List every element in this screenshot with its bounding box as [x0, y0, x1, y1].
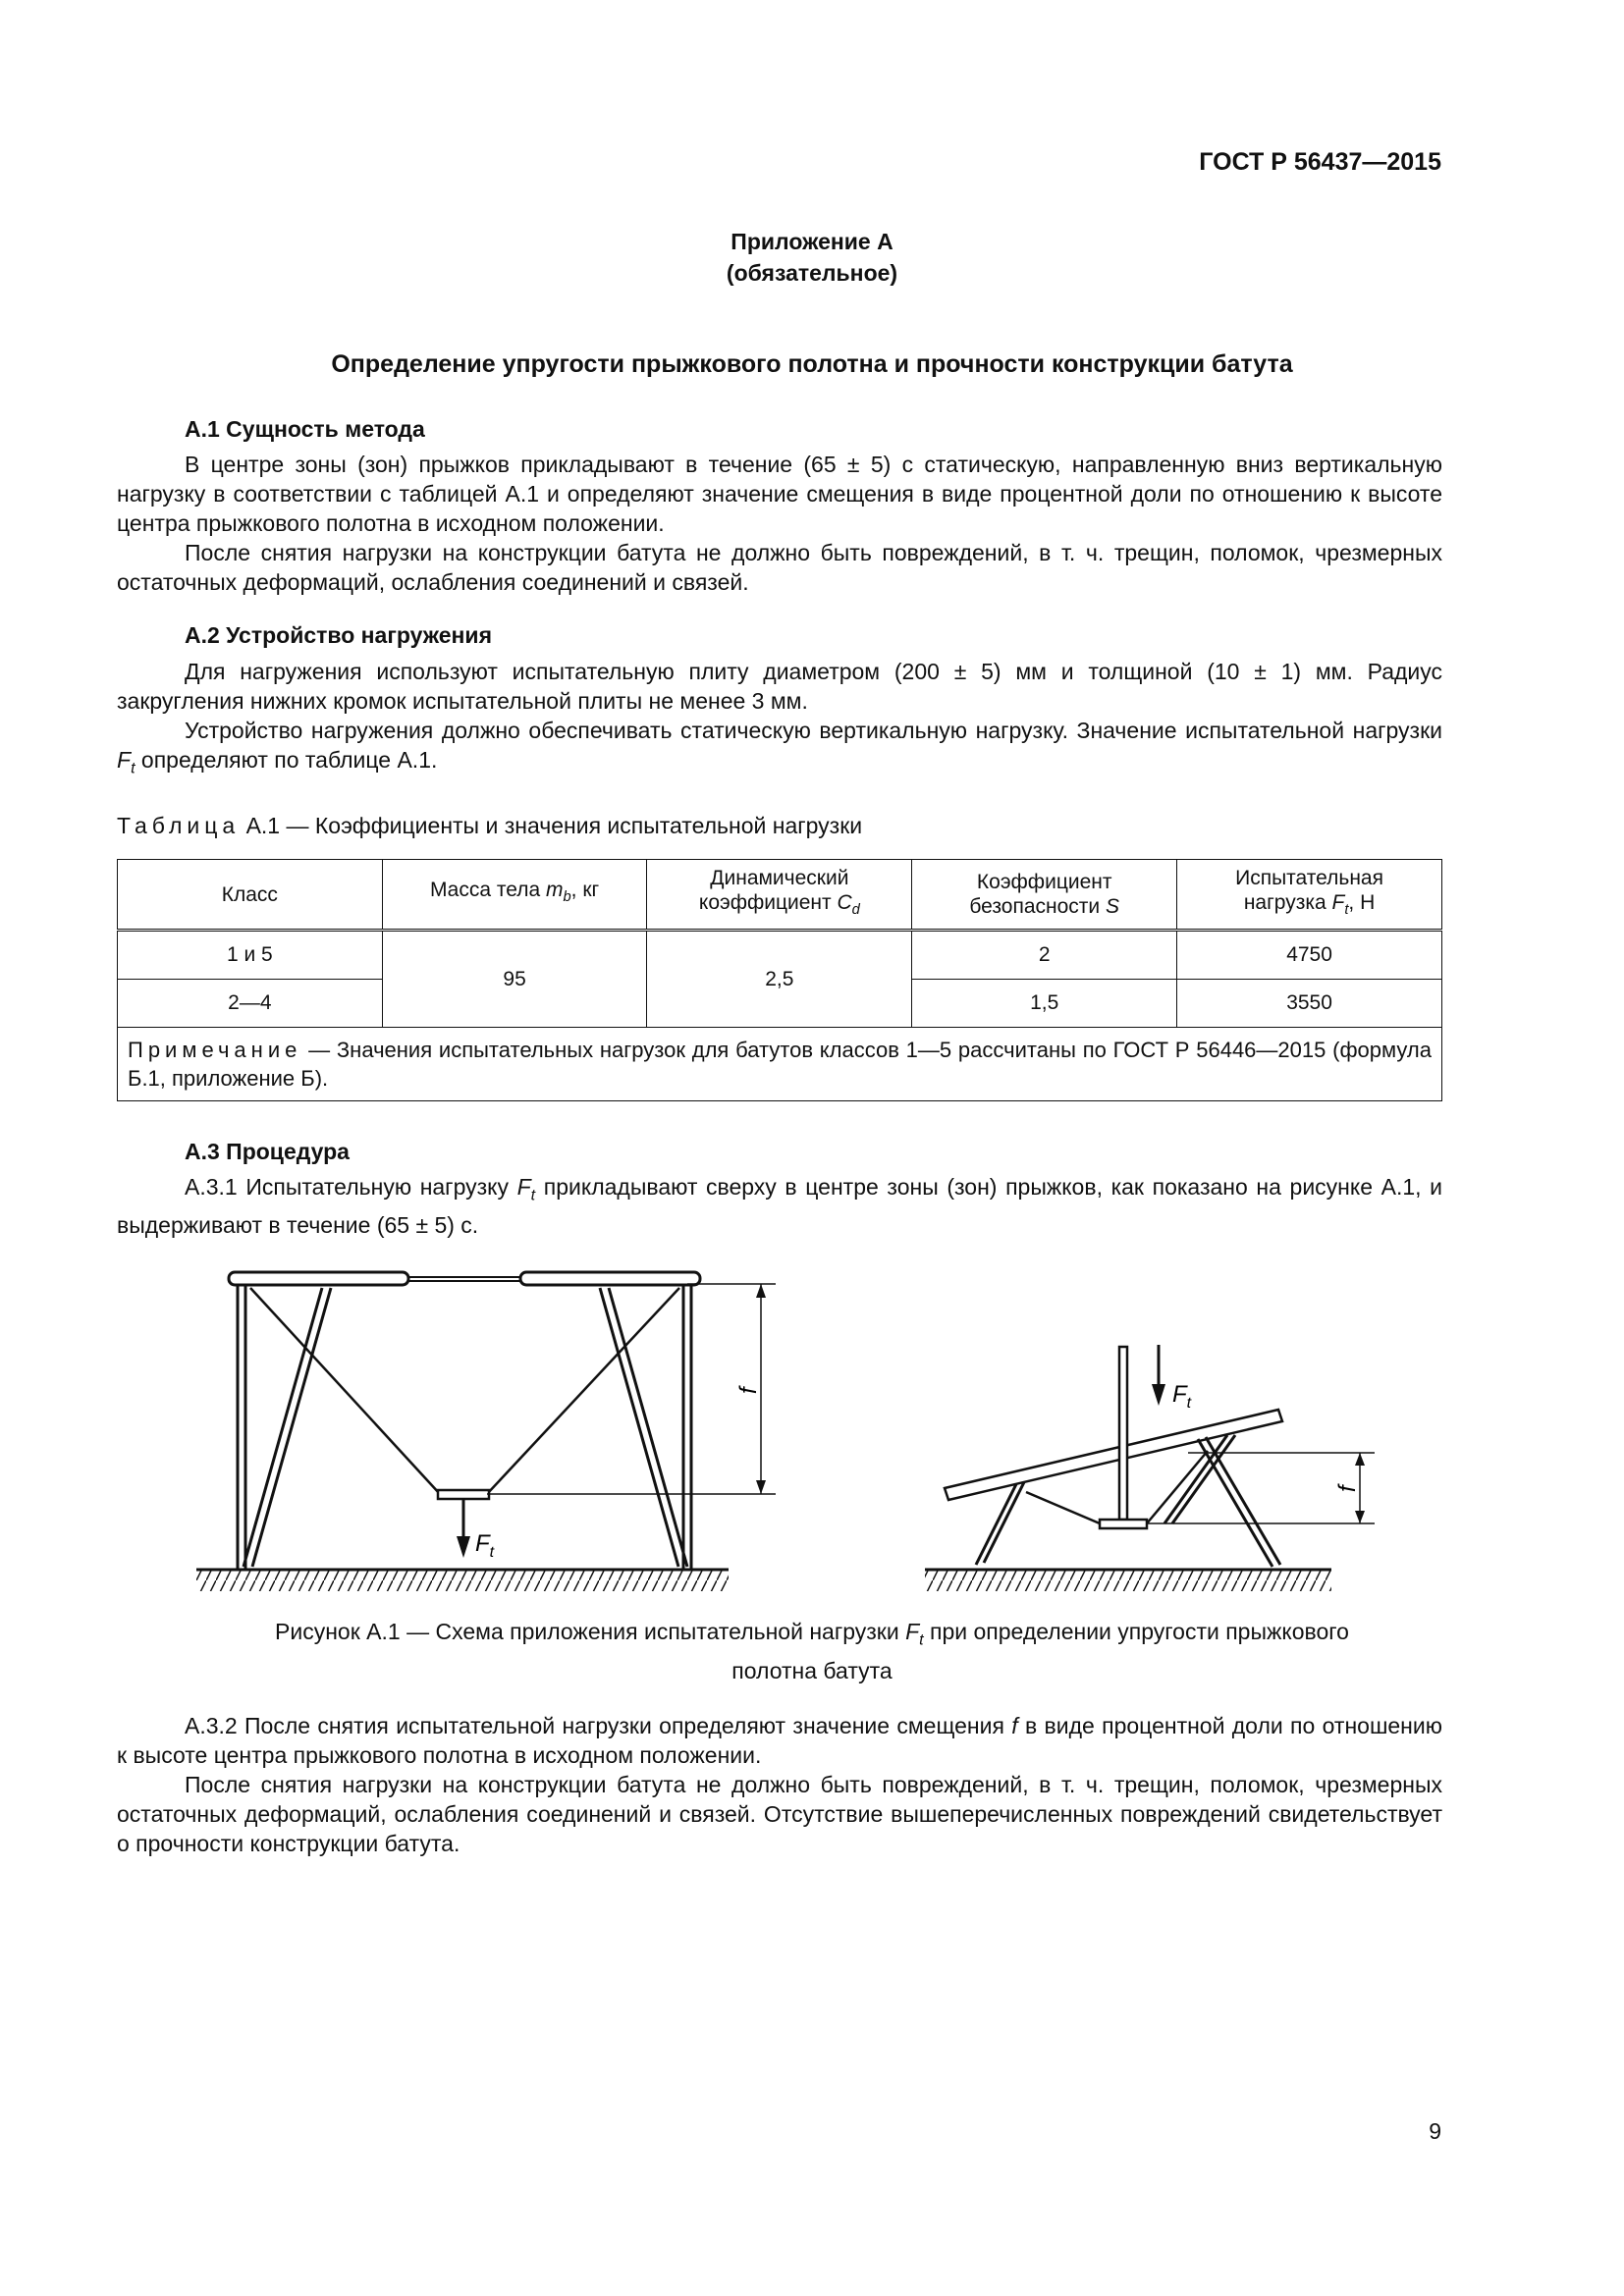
load-label: $F_t$: [475, 1530, 495, 1561]
section-a1-paragraph-2: После снятия нагрузки на конструкции батута не должно быть повреждений, в т. ч. трещин, поломок, чрезмерных остаточных деформаций, ослабления соединений и связей.: [117, 540, 1442, 595]
table-note: Примечание — Значения испытательных нагрузок для батутов классов 1—5 рассчитаны по ГОСТ Р 56446—2015 (формула Б.1, приложение Б).: [118, 1028, 1442, 1101]
section-a3-paragraph-2: А.3.2 После снятия испытательной нагрузки определяют значение смещения f в виде процентной доли по отношению к высоте центра прыжкового полотна в исходном положении.: [117, 1713, 1442, 1768]
header-dynamic-coefficient: Динамический коэффициент $C_d$: [647, 860, 912, 931]
annex-heading: [0, 226, 1624, 289]
load-label: $F_t$: [1172, 1381, 1192, 1412]
cell-load: 3550: [1177, 980, 1442, 1028]
figure-caption-line-2: полотна батута: [731, 1657, 893, 1683]
section-a1-heading: А.1 Сущность метода: [185, 416, 425, 442]
cell-class: 1 и 5: [118, 931, 383, 980]
loading-rod: [1119, 1347, 1127, 1520]
deflection-label: f: [735, 1387, 762, 1394]
table-row: [118, 931, 1442, 980]
standard-number: ГОСТ Р 56437—2015: [1199, 148, 1441, 176]
section-a2-paragraph-1: Для нагружения используют испытательную плиту диаметром (200 ± 5) мм и толщиной (10 ± 1) мм. Радиус закругления нижних кромок испытательной плиты не менее 3 мм.: [117, 659, 1442, 714]
section-a2-heading: А.2 Устройство нагружения: [185, 622, 492, 648]
table-note-row: [118, 1028, 1442, 1101]
cell-mass: 95: [382, 931, 647, 1028]
cell-safety: 1,5: [912, 980, 1177, 1028]
section-a3-paragraph-3: После снятия нагрузки на конструкции батута не должно быть повреждений, в т. ч. трещин, поломок, чрезмерных остаточных деформаций, ослабления соединений и связей. Отсутствие вышеперечисленных повреждений свидетельствует о прочности конструкции батута.: [117, 1772, 1442, 1856]
tilted-bed: [945, 1410, 1282, 1500]
table-header-row: [118, 860, 1442, 931]
header-safety-coefficient: Коэффициент безопасности S: [912, 860, 1177, 931]
section-a2-paragraph-2: Устройство нагружения должно обеспечивать статическую вертикальную нагрузку. Значение испытательной нагрузки $F_t$ определяют по таблице А.1.: [117, 718, 1442, 777]
cell-safety: 2: [912, 931, 1177, 980]
page-number: 9: [1429, 2118, 1441, 2144]
table-caption: Таблица А.1 — Коэффициенты и значения испытательной нагрузки: [117, 813, 863, 838]
annex-name: Приложение А: [731, 229, 893, 254]
frame-pad-right: [520, 1272, 700, 1285]
ground-hatch: [196, 1570, 729, 1591]
trampoline-side-view: [925, 1345, 1375, 1591]
figure-a1-diagram: [0, 1247, 1624, 1610]
section-a3-paragraph-1: А.3.1 Испытательную нагрузку $F_t$ прикладывают сверху в центре зоны (зон) прыжков, как показано на рисунке А.1, и выдерживают в течение (65 ± 5) с.: [117, 1174, 1443, 1238]
cell-load: 4750: [1177, 931, 1442, 980]
figure-caption: [0, 1617, 1624, 1686]
ground-hatch: [925, 1570, 1331, 1591]
cell-class: 2—4: [118, 980, 383, 1028]
test-plate: [438, 1490, 489, 1499]
header-test-load: Испытательная нагрузка $F_t$, Н: [1177, 860, 1442, 931]
section-a1-paragraph-1: В центре зоны (зон) прыжков прикладывают в течение (65 ± 5) с статическую, направленную вниз вертикальную нагрузку в соответствии с таблицей А.1 и определяют значение смещения в виде процентной доли по отношению к высоте центра прыжкового полотна в исходном положении.: [117, 452, 1442, 536]
annex-title: Определение упругости прыжкового полотна и прочности конструкции батута: [331, 350, 1293, 378]
figure-caption-line-1: Рисунок А.1 — Схема приложения испытательной нагрузки $F_t$ при определении упругости прыжкового: [275, 1619, 1349, 1649]
header-mass: Масса тела $m_b$, кг: [382, 860, 647, 931]
frame-pad-left: [229, 1272, 408, 1285]
cell-dynamic: 2,5: [647, 931, 912, 1028]
test-plate: [1100, 1520, 1147, 1528]
header-class: Класс: [118, 860, 383, 931]
coefficients-table: [117, 859, 1442, 1101]
deflection-label: f: [1334, 1485, 1361, 1492]
section-a3-heading: А.3 Процедура: [185, 1139, 350, 1164]
annex-status: (обязательное): [726, 260, 898, 286]
trampoline-front-view: [196, 1272, 776, 1591]
